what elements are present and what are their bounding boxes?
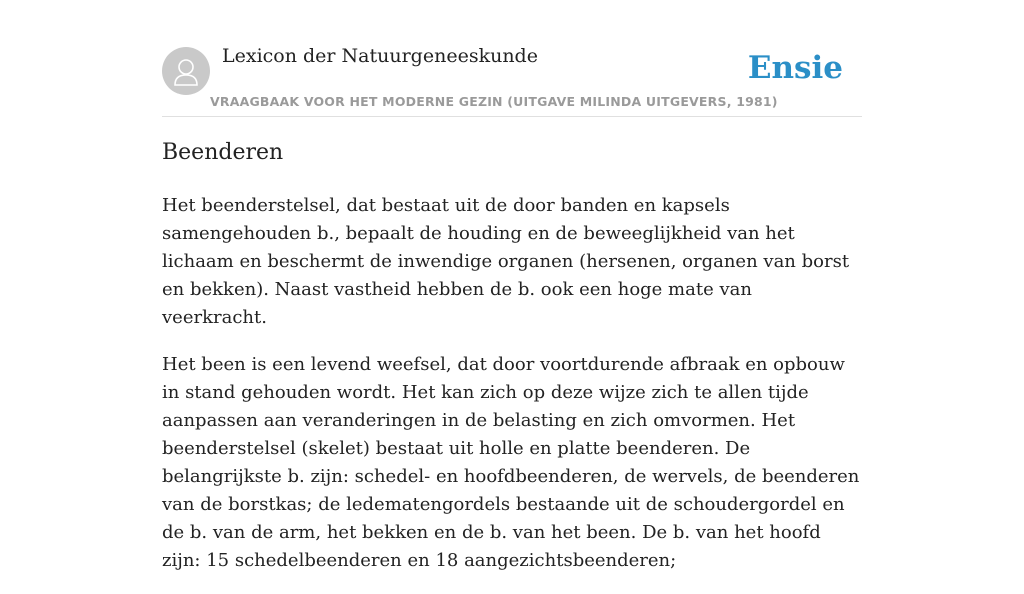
entry-title: Beenderen [162, 140, 284, 165]
brand-logo[interactable]: Ensie [747, 50, 843, 86]
entry-paragraph: Het been is een levend weefsel, dat door voortdurende afbraak en opbouw in stand gehouden wordt. Het kan zich op deze wijze zich te allen tijde aanpassen aan veranderingen in de belasting en zich omvormen. Het beenderstelsel (skelet) bestaat uit holle en platte beenderen. De belangrijkste b. zijn: schedel- en hoofdbeenderen, de wervels, de beenderen van de borstkas; de ledematengordels bestaande uit de schoudergordel en de b. van de arm, het bekken en de b. van het been. De b. van het hoofd zijn: 15 schedelbeenderen en 18 aangezichtsbeenderen; [162, 354, 860, 571]
user-avatar-icon[interactable] [162, 47, 210, 95]
page [162, 0, 862, 571]
lexicon-title[interactable]: Lexicon der Natuurgeneeskunde [222, 45, 538, 67]
header [162, 0, 862, 117]
entry-paragraph: Het beenderstelsel, dat bestaat uit de door banden en kapsels samengehouden b., bepaalt de houding en de beweeglijkheid van het lichaam en beschermt de inwendige organen (hersenen, organen van borst en bekken). Naast vastheid hebben de b. ook een hoge mate van veerkracht. [162, 195, 850, 328]
entry-body [162, 192, 862, 594]
lexicon-subtitle: VRAAGBAAK VOOR HET MODERNE GEZIN (UITGAVE MILINDA UITGEVERS, 1981) [210, 94, 778, 109]
avatar-icon-graphic [162, 47, 210, 95]
